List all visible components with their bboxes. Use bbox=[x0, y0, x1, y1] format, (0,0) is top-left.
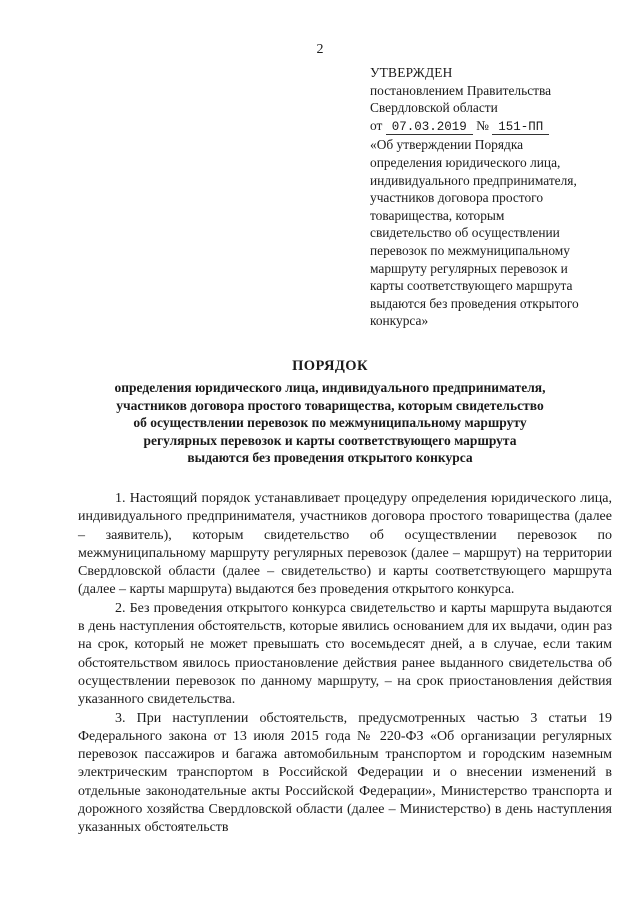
title-subtitle-line: участников договора простого товарищества, которым свидетельство bbox=[116, 397, 544, 413]
approval-line-1: постановлением Правительства bbox=[370, 82, 552, 98]
decree-line: карты соответствующего маршрута bbox=[370, 278, 573, 294]
decree-line: товарищества, которым bbox=[370, 207, 505, 223]
decree-line: выдаются без проведения открытого bbox=[370, 295, 579, 311]
page-number: 2 bbox=[316, 42, 324, 57]
number-prefix: № bbox=[476, 117, 489, 133]
decree-line: определения юридического лица, bbox=[370, 154, 561, 170]
approval-stamp bbox=[370, 64, 620, 330]
document-body bbox=[78, 490, 612, 838]
approval-line-2: Свердловской области bbox=[370, 100, 498, 116]
title-subtitle-line: об осуществлении перевозок по межмуниципальному маршруту bbox=[133, 415, 527, 430]
document-title bbox=[70, 358, 590, 467]
title-main: ПОРЯДОК bbox=[292, 358, 368, 374]
approval-heading: УТВЕРЖДЕН bbox=[370, 65, 453, 80]
decree-line: конкурса» bbox=[370, 313, 429, 329]
decree-line: участников договора простого bbox=[370, 190, 544, 206]
paragraph-3: 3. При наступлении обстоятельств, предусмотренных частью 3 статьи 19 Федерального закона от 13 июля 2015 года № 220-ФЗ «Об организации регулярных перевозок пассажиров и багажа автомобильным транспортом и городским наземным электрическим транспортом в Российской Федерации и о внесении изменений в отдельные законодательные акты Российской Федерации», Министерство транспорта и дорожного хозяйства Свердловской области (далее – Министерство) в день наступления указанных обстоятельств bbox=[78, 710, 612, 836]
paragraph-1: 1. Настоящий порядок устанавливает процедуру определения юридического лица, индивидуального предпринимателя, участников договора простого товарищества (далее – заявитель), которым свидетельство об осуществлении перевозок по межмуниципальному маршруту регулярных перевозок (далее – маршрут) на территории Свердловской области (далее – свидетельство) и карты соответствующего маршрута (далее – карты маршрута) выдаются без проведения открытого конкурса. bbox=[78, 491, 612, 598]
title-subtitle-line: определения юридического лица, индивидуального предпринимателя, bbox=[114, 380, 546, 395]
date-prefix: от bbox=[370, 117, 383, 133]
decree-date: 07.03.2019 bbox=[386, 120, 473, 135]
decree-line: «Об утверждении Порядка bbox=[370, 137, 524, 153]
decree-line: свидетельство об осуществлении bbox=[370, 225, 560, 241]
decree-line: перевозок по межмуниципальному bbox=[370, 242, 570, 258]
decree-line: индивидуального предпринимателя, bbox=[370, 172, 577, 188]
decree-line: маршруту регулярных перевозок и bbox=[370, 260, 568, 276]
title-subtitle-line: регулярных перевозок и карты соответствующего маршрута bbox=[143, 432, 517, 448]
paragraph-2: 2. Без проведения открытого конкурса свидетельство и карты маршрута выдаются в день наступления обстоятельств, которые явились основанием для их выдачи, один раз на срок, который не может превышать сто восемьдесят дней, а в случае, если таким обстоятельством явилось приостановление действия ранее выданного свидетельства об осуществлении перевозок по данному маршруту, – на срок приостановления действия указанного свидетельства. bbox=[78, 600, 612, 708]
decree-number: 151-ПП bbox=[492, 120, 549, 135]
approval-date-line bbox=[370, 117, 620, 137]
title-subtitle-line: выдаются без проведения открытого конкурса bbox=[187, 450, 473, 465]
